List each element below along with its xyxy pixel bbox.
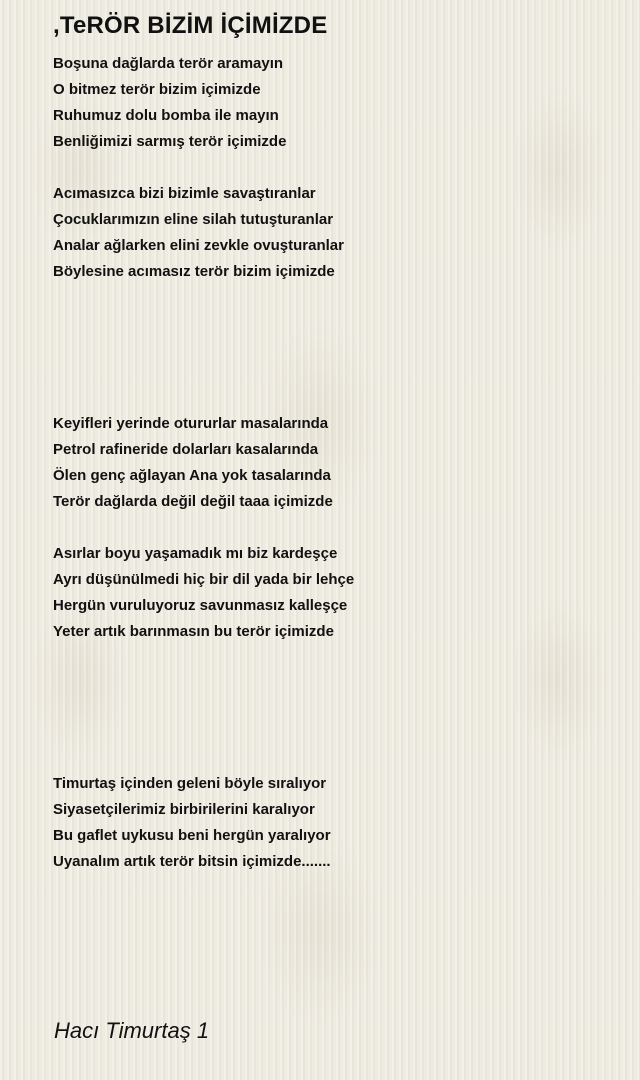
stanza-4 bbox=[53, 541, 613, 645]
stanza-3 bbox=[53, 411, 613, 515]
poem-line: Çocuklarımızın eline silah tutuşturanlar bbox=[53, 211, 334, 228]
poem-line: Benliğimizi sarmış terör içimizde bbox=[53, 133, 287, 150]
poem-line: Timurtaş içinden geleni böyle sıralıyor bbox=[53, 775, 327, 792]
poem-line: Asırlar boyu yaşamadık mı biz kardeşçe bbox=[53, 545, 338, 562]
poem-line: Acımasızca bizi bizimle savaştıranlar bbox=[53, 185, 316, 202]
poem-line: Petrol rafineride dolarları kasalarında bbox=[53, 441, 319, 458]
poem-author: Hacı Timurtaş 1 bbox=[54, 1018, 210, 1043]
poem-line: Bu gaflet uykusu beni hergün yaralıyor bbox=[53, 827, 331, 844]
poem-title: ,TeRÖR BİZİM İÇİMİZDE bbox=[53, 12, 328, 39]
poem-line: Hergün vuruluyoruz savunmasız kalleşçe bbox=[53, 597, 348, 614]
stanza-1 bbox=[53, 51, 613, 155]
poem-line: Ruhumuz dolu bomba ile mayın bbox=[53, 107, 279, 124]
stanza-2 bbox=[53, 181, 613, 285]
poem-line: Ölen genç ağlayan Ana yok tasalarında bbox=[53, 467, 331, 484]
poem-line: Analar ağlarken elini zevkle ovuşturanlar bbox=[53, 237, 344, 254]
poem-line: Böylesine acımasız terör bizim içimizde bbox=[53, 263, 335, 280]
stanza-5 bbox=[53, 771, 613, 875]
poem-line: Yeter artık barınmasın bu terör içimizde bbox=[53, 623, 334, 640]
poem-line: Boşuna dağlarda terör aramayın bbox=[53, 55, 284, 72]
poem-line: Siyasetçilerimiz birbirilerini karalıyor bbox=[53, 801, 315, 818]
poem-line: Uyanalım artık terör bitsin içimizde....... bbox=[53, 853, 331, 870]
poem-line: O bitmez terör bizim içimizde bbox=[53, 81, 261, 98]
poem-line: Keyifleri yerinde otururlar masalarında bbox=[53, 415, 329, 432]
poem-page bbox=[53, 0, 613, 1080]
poem-line: Terör dağlarda değil değil taaa içimizde bbox=[53, 493, 333, 510]
poem-line: Ayrı düşünülmedi hiç bir dil yada bir lehçe bbox=[53, 571, 355, 588]
